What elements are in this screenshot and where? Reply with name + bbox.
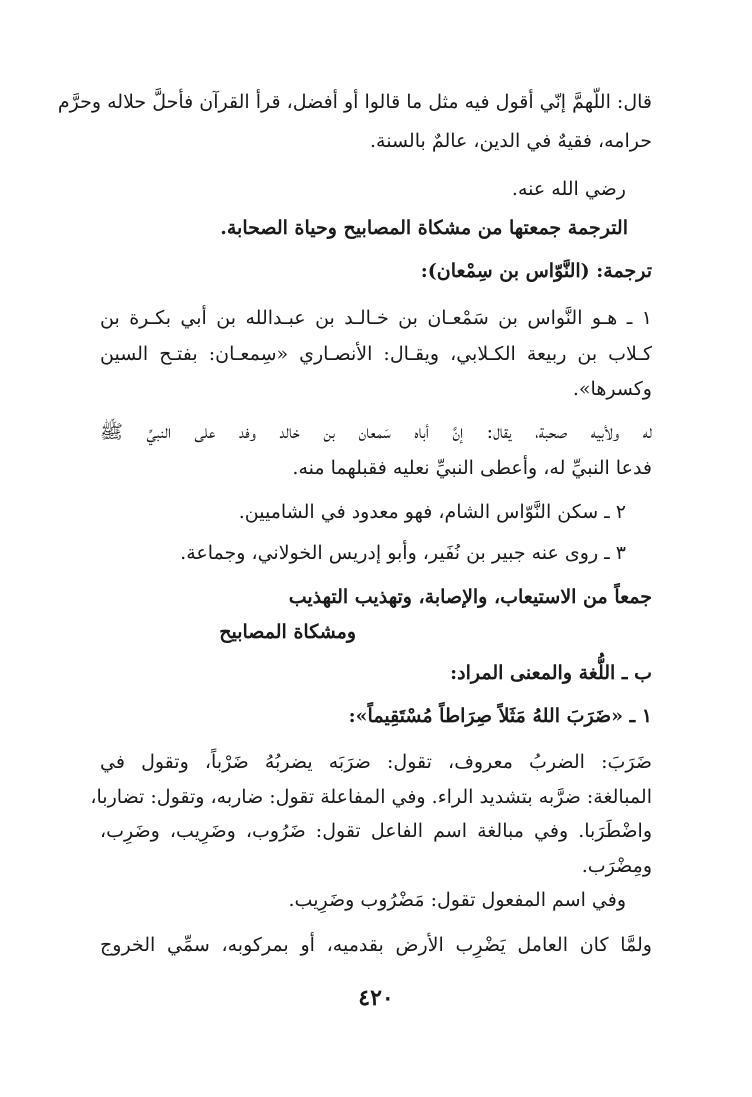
- text-line: ٢ ـ سكن النَّوّاس الشام، فهو معدود في الشاميين.: [238, 501, 626, 523]
- section-heading: ترجمة: (النَّوّاس بن سِمْعان):: [420, 260, 652, 282]
- page-number: ٤٢٠: [358, 985, 394, 1011]
- section-heading: ١ ـ «ضَرَبَ اللهُ مَثَلاً صِرَاطاً مُسْتَقِيماً»:: [348, 705, 652, 727]
- text-line: ٣ ـ روى عنه جبير بن نُفَير، وأبو إدريس الخولاني، وجماعة.: [180, 542, 626, 564]
- text-line: وكسرها».: [572, 378, 652, 400]
- text-line: ١ ـ هـو النَّواس بن سَمْعـان بن خـالـد بن عبـدالله بن أبي بكـرة بن: [100, 307, 652, 329]
- text-line: ولمَّا كان العامل يَضْرِب الأرض بقدميه، أو بمركوبه، سمِّي الخروج: [100, 934, 652, 956]
- text-line: قال: اللّهمَّ إنّي أقول فيه مثل ما قالوا أو أفضل، قرأ القرآن فأحلَّ حلاله وحرَّم: [57, 91, 652, 113]
- text-line: واضْطَرَبا. وفي مبالغة اسم الفاعل تقول: ضَرُوب، وضَرِيب، وضَرِب،: [100, 820, 652, 842]
- text-line: ومِضْرَب.: [581, 855, 652, 877]
- text-line: ضَرَبَ: الضربُ معروف، تقول: ضرَبَه يضربُهُ ضَرْباً، وتقول في: [100, 751, 652, 773]
- source-note: جمعاً من الاستيعاب، والإصابة، وتهذيب التهذيب: [288, 586, 652, 608]
- text-line: كـلاب بن ربيعة الكـلابي، ويقـال: الأنصـاري «سِمعـان: بفتـح السين: [100, 343, 652, 365]
- text-line: رضي الله عنه.: [511, 178, 626, 200]
- text-line: فدعا النبيِّ له، وأعطى النبيِّ نعليه فقبلهما منه.: [292, 457, 652, 479]
- text-line: المبالغة: ضرَّبه بتشديد الراء. وفي المفاعلة تقول: ضاربه، وتقول: تضاربا،: [90, 786, 652, 808]
- text-line: له ولأبيه صحبة، يقال: إنَّ أباه سَمعان بن خالد وفد على النبيِّ ﷺ: [100, 421, 652, 443]
- section-heading: ب ـ اللُّغة والمعنى المراد:: [450, 662, 652, 684]
- source-note: ومشكاة المصابيح: [219, 621, 356, 643]
- text-line: وفي اسم المفعول تقول: مَضْرُوب وضَرِيب.: [288, 889, 626, 911]
- text-line: حرامه، فقيهٌ في الدين، عالمٌ بالسنة.: [370, 130, 652, 152]
- section-heading: الترجمة جمعتها من مشكاة المصابيح وحياة الصحابة.: [220, 217, 628, 239]
